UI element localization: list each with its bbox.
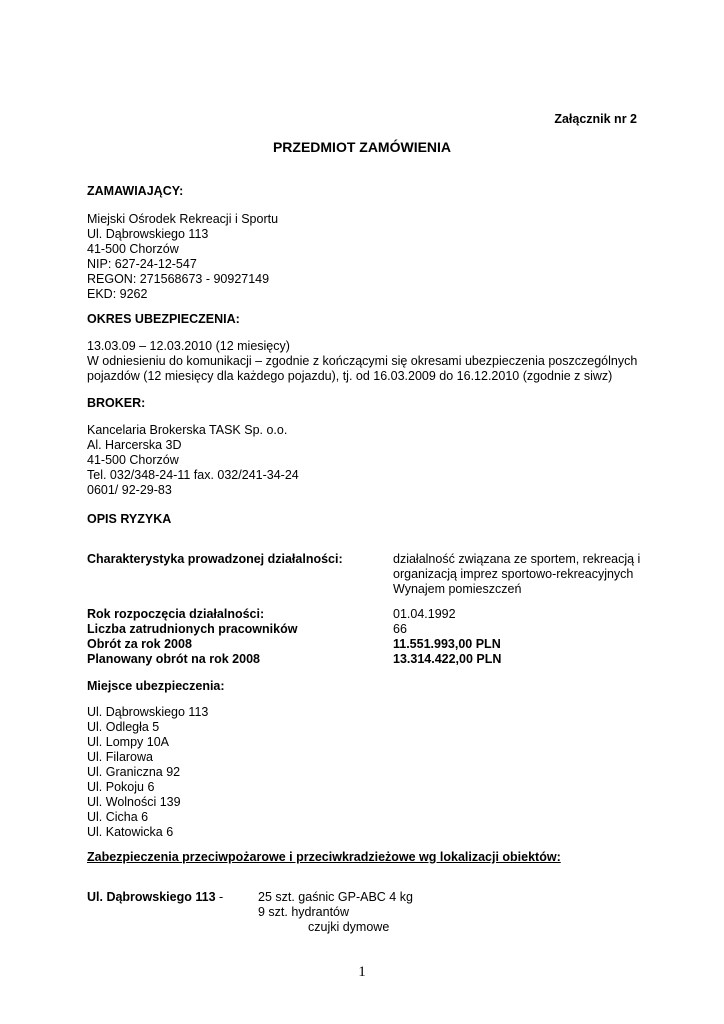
orderer-line: 41-500 Chorzów [87,242,179,256]
attachment-label: Załącznik nr 2 [554,112,637,126]
security-item: 25 szt. gaśnic GP-ABC 4 kg [258,890,413,904]
security-heading: Zabezpieczenia przeciwpożarowe i przeciwkradzieżowe wg lokalizacji obiektów: [87,850,561,864]
document-title: PRZEDMIOT ZAMÓWIENIA [272,139,452,155]
fact-value: 11.551.993,00 PLN [393,637,501,651]
security-item: 9 szt. hydrantów [258,905,350,919]
fact-label: Liczba zatrudnionych pracowników [87,622,298,636]
orderer-details [87,212,278,302]
fact-label: Planowany obrót na rok 2008 [87,652,260,666]
location-item: Ul. Lompy 10A [87,735,169,749]
locations-heading: Miejsce ubezpieczenia: [87,679,225,693]
broker-details [87,423,299,498]
orderer-line: EKD: 9262 [87,287,148,301]
fact-label: Obrót za rok 2008 [87,637,192,651]
orderer-line: Ul. Dąbrowskiego 113 [87,227,209,241]
insurance-period-line: pojazdów (12 miesięcy dla każdego pojazdu), tj. od 16.03.2009 do 16.12.2010 (zgodnie z siwz) [87,369,613,383]
broker-line: 41-500 Chorzów [87,453,179,467]
broker-line: 0601/ 92-29-83 [87,483,172,497]
location-item: Ul. Filarowa [87,750,153,764]
fact-value: 01.04.1992 [393,607,456,621]
security-item: czujki dymowe [308,920,390,934]
risk-fact-labels [87,607,297,667]
orderer-line: NIP: 627-24-12-547 [87,257,197,271]
security-items [258,890,413,935]
insurance-period-details [87,339,637,384]
insurance-period-line: W odniesieniu do komunikacji – zgodnie z kończącymi się okresami ubezpieczenia poszczególnych [87,354,638,368]
location-item: Ul. Pokoju 6 [87,780,155,794]
broker-line: Al. Harcerska 3D [87,438,182,452]
insurance-period-heading: OKRES UBEZPIECZENIA: [87,312,240,326]
location-item: Ul. Odległa 5 [87,720,160,734]
location-item: Ul. Graniczna 92 [87,765,181,779]
activity-line: Wynajem pomieszczeń [393,582,522,596]
activity-description [393,552,640,597]
security-location-suffix: - [215,890,224,904]
fact-value: 13.314.422,00 PLN [393,652,502,666]
orderer-line: REGON: 271568673 - 90927149 [87,272,270,286]
activity-label: Charakterystyka prowadzonej działalności: [87,552,343,566]
fact-value: 66 [393,622,407,636]
security-location-label: Ul. Dąbrowskiego 113 [87,890,216,904]
activity-line: organizacją imprez sportowo-rekreacyjnych [393,567,634,581]
risk-heading: OPIS RYZYKA [87,512,172,526]
broker-heading: BROKER: [87,396,146,410]
activity-line: działalność związana ze sportem, rekreacją i [393,552,641,566]
location-item: Ul. Wolności 139 [87,795,181,809]
security-location [87,890,223,905]
orderer-heading: ZAMAWIAJĄCY: [87,184,184,198]
location-item: Ul. Cicha 6 [87,810,149,824]
orderer-line: Miejski Ośrodek Rekreacji i Sportu [87,212,279,226]
location-item: Ul. Katowicka 6 [87,825,174,839]
locations-list [87,705,208,840]
broker-line: Tel. 032/348-24-11 fax. 032/241-34-24 [87,468,299,482]
location-item: Ul. Dąbrowskiego 113 [87,705,209,719]
risk-fact-values [393,607,501,667]
page-number: 1 [358,964,366,980]
fact-label: Rok rozpoczęcia działalności: [87,607,265,621]
insurance-period-line: 13.03.09 – 12.03.2010 (12 miesięcy) [87,339,290,353]
broker-line: Kancelaria Brokerska TASK Sp. o.o. [87,423,288,437]
